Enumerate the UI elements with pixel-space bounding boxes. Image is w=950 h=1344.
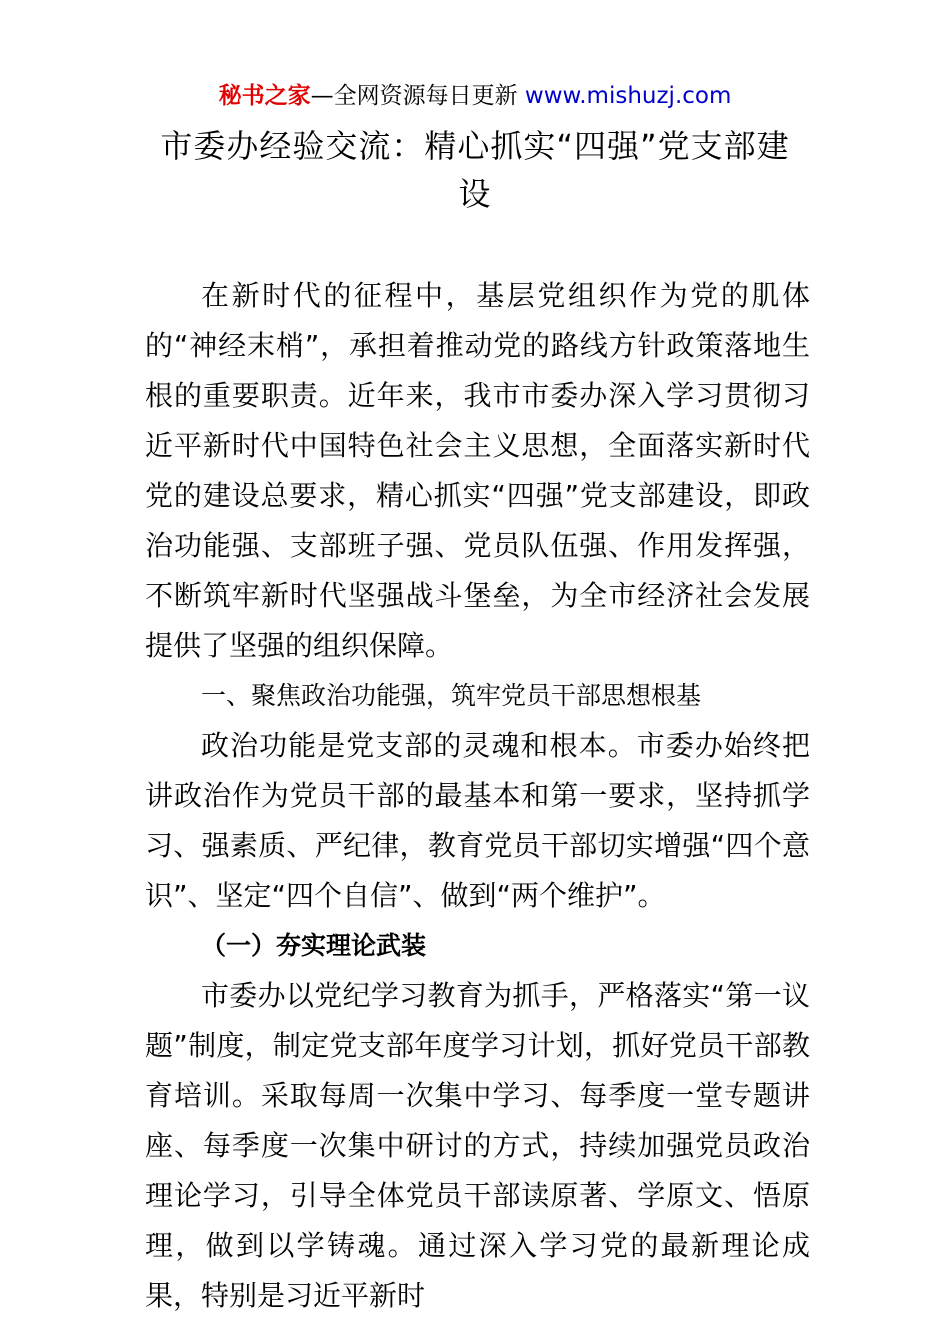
- site-brand: 秘书之家: [218, 83, 311, 109]
- section-1-paragraph: 政治功能是党支部的灵魂和根本。市委办始终把讲政治作为党员干部的最基本和第一要求，坚持抓学习、强素质、严纪律，教育党员干部切实增强“四个意识”、坚定“四个自信”、做到“两个维护”。: [145, 729, 810, 912]
- document-title: 市委办经验交流：精心抓实“四强”党支部建设: [160, 127, 790, 213]
- site-header: [0, 80, 950, 112]
- header-tagline: —全网资源每日更新: [310, 83, 518, 109]
- section-1-heading: 一、聚焦政治功能强，筑牢党员干部思想根基: [201, 681, 702, 710]
- site-url-link[interactable]: www.mishuzj.com: [524, 83, 732, 109]
- document-body: [145, 271, 810, 1321]
- subsection-1-paragraph: 市委办以党纪学习教育为抓手，严格落实“第一议题”制度，制定党支部年度学习计划，抓好党员干部教育培训。采取每周一次集中学习、每季度一堂专题讲座、每季度一次集中研讨的方式，持续加强党员政治理论学习，引导全体党员干部读原著、学原文、悟原理，做到以学铸魂。通过深入学习党的最新理论成果，特别是习近平新时: [145, 979, 810, 1312]
- intro-paragraph: 在新时代的征程中，基层党组织作为党的肌体的“神经末梢”，承担着推动党的路线方针政策落地生根的重要职责。近年来，我市市委办深入学习贯彻习近平新时代中国特色社会主义思想，全面落实新时代党的建设总要求，精心抓实“四强”党支部建设，即政治功能强、支部班子强、党员队伍强、作用发挥强，不断筑牢新时代坚强战斗堡垒，为全市经济社会发展提供了坚强的组织保障。: [145, 279, 810, 662]
- subsection-1-heading: （一）夯实理论武装: [201, 931, 427, 960]
